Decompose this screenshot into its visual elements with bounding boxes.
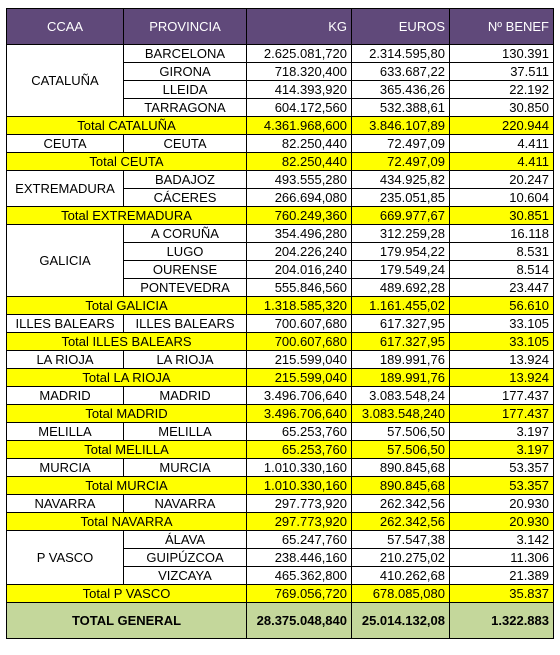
- kg-cell: 204.226,240: [247, 243, 352, 261]
- kg-cell: 204.016,240: [247, 261, 352, 279]
- subtotal-kg: 760.249,360: [247, 207, 352, 225]
- kg-cell: 718.320,400: [247, 63, 352, 81]
- table-row: [7, 387, 554, 405]
- euros-cell: 3.083.548,24: [352, 387, 450, 405]
- provincia-cell: LA RIOJA: [124, 351, 247, 369]
- kg-cell: 354.496,280: [247, 225, 352, 243]
- subtotal-kg: 700.607,680: [247, 333, 352, 351]
- benef-cell: 23.447: [450, 279, 554, 297]
- benef-cell: 11.306: [450, 549, 554, 567]
- grand-total-row: [7, 603, 554, 639]
- provincia-cell: A CORUÑA: [124, 225, 247, 243]
- provincia-cell: GIRONA: [124, 63, 247, 81]
- benef-cell: 8.531: [450, 243, 554, 261]
- subtotal-label: Total MURCIA: [7, 477, 247, 495]
- subtotal-kg: 297.773,920: [247, 513, 352, 531]
- kg-cell: 65.247,760: [247, 531, 352, 549]
- subtotal-euros: 189.991,76: [352, 369, 450, 387]
- subtotal-benef: 53.357: [450, 477, 554, 495]
- euros-cell: 434.925,82: [352, 171, 450, 189]
- provincia-cell: ÁLAVA: [124, 531, 247, 549]
- subtotal-benef: 56.610: [450, 297, 554, 315]
- subtotal-row: [7, 441, 554, 459]
- subtotal-euros: 3.846.107,89: [352, 117, 450, 135]
- kg-cell: 555.846,560: [247, 279, 352, 297]
- ccaa-cell: EXTREMADURA: [7, 171, 124, 207]
- kg-cell: 414.393,920: [247, 81, 352, 99]
- subtotal-label: Total LA RIOJA: [7, 369, 247, 387]
- table-row: [7, 225, 554, 243]
- provincia-cell: VIZCAYA: [124, 567, 247, 585]
- header-kg: KG: [247, 9, 352, 45]
- subtotal-kg: 4.361.968,600: [247, 117, 352, 135]
- ccaa-cell: GALICIA: [7, 225, 124, 297]
- subtotal-euros: 72.497,09: [352, 153, 450, 171]
- benef-cell: 37.511: [450, 63, 554, 81]
- provincia-cell: LLEIDA: [124, 81, 247, 99]
- provincia-cell: BADAJOZ: [124, 171, 247, 189]
- subtotal-benef: 4.411: [450, 153, 554, 171]
- provincia-cell: MURCIA: [124, 459, 247, 477]
- subtotal-euros: 890.845,68: [352, 477, 450, 495]
- provincia-cell: MELILLA: [124, 423, 247, 441]
- ccaa-cell: LA RIOJA: [7, 351, 124, 369]
- provincia-cell: LUGO: [124, 243, 247, 261]
- provincia-cell: CEUTA: [124, 135, 247, 153]
- provincia-cell: BARCELONA: [124, 45, 247, 63]
- subtotal-benef: 33.105: [450, 333, 554, 351]
- header-provincia: PROVINCIA: [124, 9, 247, 45]
- subtotal-label: Total EXTREMADURA: [7, 207, 247, 225]
- subtotal-row: [7, 117, 554, 135]
- euros-cell: 179.549,24: [352, 261, 450, 279]
- kg-cell: 493.555,280: [247, 171, 352, 189]
- subtotal-benef: 13.924: [450, 369, 554, 387]
- benef-cell: 3.197: [450, 423, 554, 441]
- euros-cell: 235.051,85: [352, 189, 450, 207]
- grand-total-euros: 25.014.132,08: [352, 603, 450, 639]
- header-euros: EUROS: [352, 9, 450, 45]
- subtotal-label: Total NAVARRA: [7, 513, 247, 531]
- benef-cell: 30.850: [450, 99, 554, 117]
- subtotal-kg: 82.250,440: [247, 153, 352, 171]
- provincia-cell: PONTEVEDRA: [124, 279, 247, 297]
- subtotal-euros: 262.342,56: [352, 513, 450, 531]
- benef-cell: 130.391: [450, 45, 554, 63]
- kg-cell: 465.362,800: [247, 567, 352, 585]
- subtotal-row: [7, 585, 554, 603]
- table-row: [7, 351, 554, 369]
- ccaa-cell: ILLES BALEARS: [7, 315, 124, 333]
- euros-cell: 2.314.595,80: [352, 45, 450, 63]
- table-body: [7, 45, 554, 639]
- euros-cell: 312.259,28: [352, 225, 450, 243]
- data-table: [6, 8, 554, 639]
- benef-cell: 20.930: [450, 495, 554, 513]
- subtotal-row: [7, 333, 554, 351]
- kg-cell: 65.253,760: [247, 423, 352, 441]
- grand-total-kg: 28.375.048,840: [247, 603, 352, 639]
- provincia-cell: ILLES BALEARS: [124, 315, 247, 333]
- benef-cell: 33.105: [450, 315, 554, 333]
- subtotal-row: [7, 477, 554, 495]
- euros-cell: 489.692,28: [352, 279, 450, 297]
- table-row: [7, 531, 554, 549]
- kg-cell: 82.250,440: [247, 135, 352, 153]
- euros-cell: 57.547,38: [352, 531, 450, 549]
- euros-cell: 890.845,68: [352, 459, 450, 477]
- euros-cell: 179.954,22: [352, 243, 450, 261]
- subtotal-euros: 678.085,080: [352, 585, 450, 603]
- benef-cell: 53.357: [450, 459, 554, 477]
- subtotal-euros: 617.327,95: [352, 333, 450, 351]
- subtotal-kg: 1.318.585,320: [247, 297, 352, 315]
- subtotal-kg: 3.496.706,640: [247, 405, 352, 423]
- subtotal-euros: 57.506,50: [352, 441, 450, 459]
- ccaa-cell: MADRID: [7, 387, 124, 405]
- kg-cell: 3.496.706,640: [247, 387, 352, 405]
- table-row: [7, 135, 554, 153]
- subtotal-row: [7, 513, 554, 531]
- subtotal-label: Total MADRID: [7, 405, 247, 423]
- subtotal-kg: 65.253,760: [247, 441, 352, 459]
- ccaa-cell: MELILLA: [7, 423, 124, 441]
- benef-cell: 13.924: [450, 351, 554, 369]
- ccaa-cell: CEUTA: [7, 135, 124, 153]
- benef-cell: 20.247: [450, 171, 554, 189]
- subtotal-row: [7, 297, 554, 315]
- kg-cell: 604.172,560: [247, 99, 352, 117]
- table-row: [7, 459, 554, 477]
- ccaa-cell: CATALUÑA: [7, 45, 124, 117]
- subtotal-kg: 769.056,720: [247, 585, 352, 603]
- benef-cell: 10.604: [450, 189, 554, 207]
- benef-cell: 16.118: [450, 225, 554, 243]
- benef-cell: 8.514: [450, 261, 554, 279]
- benef-cell: 3.142: [450, 531, 554, 549]
- subtotal-euros: 3.083.548,240: [352, 405, 450, 423]
- kg-cell: 1.010.330,160: [247, 459, 352, 477]
- subtotal-label: Total GALICIA: [7, 297, 247, 315]
- subtotal-benef: 3.197: [450, 441, 554, 459]
- table-row: [7, 315, 554, 333]
- subtotal-row: [7, 207, 554, 225]
- benef-cell: 4.411: [450, 135, 554, 153]
- subtotal-euros: 1.161.455,02: [352, 297, 450, 315]
- euros-cell: 633.687,22: [352, 63, 450, 81]
- euros-cell: 262.342,56: [352, 495, 450, 513]
- subtotal-label: Total CATALUÑA: [7, 117, 247, 135]
- subtotal-kg: 215.599,040: [247, 369, 352, 387]
- euros-cell: 617.327,95: [352, 315, 450, 333]
- subtotal-label: Total ILLES BALEARS: [7, 333, 247, 351]
- subtotal-benef: 20.930: [450, 513, 554, 531]
- table-row: [7, 171, 554, 189]
- subtotal-benef: 35.837: [450, 585, 554, 603]
- subtotal-kg: 1.010.330,160: [247, 477, 352, 495]
- subtotal-euros: 669.977,67: [352, 207, 450, 225]
- provincia-cell: TARRAGONA: [124, 99, 247, 117]
- table-row: [7, 495, 554, 513]
- benef-cell: 21.389: [450, 567, 554, 585]
- kg-cell: 297.773,920: [247, 495, 352, 513]
- euros-cell: 365.436,26: [352, 81, 450, 99]
- kg-cell: 266.694,080: [247, 189, 352, 207]
- ccaa-cell: NAVARRA: [7, 495, 124, 513]
- header-row: [7, 9, 554, 45]
- subtotal-row: [7, 405, 554, 423]
- header-benef: Nº BENEF: [450, 9, 554, 45]
- provincia-cell: CÁCERES: [124, 189, 247, 207]
- subtotal-label: Total P VASCO: [7, 585, 247, 603]
- grand-total-label: TOTAL GENERAL: [7, 603, 247, 639]
- subtotal-row: [7, 153, 554, 171]
- subtotal-label: Total MELILLA: [7, 441, 247, 459]
- provincia-cell: NAVARRA: [124, 495, 247, 513]
- subtotal-benef: 177.437: [450, 405, 554, 423]
- provincia-cell: MADRID: [124, 387, 247, 405]
- subtotal-benef: 30.851: [450, 207, 554, 225]
- table-row: [7, 45, 554, 63]
- euros-cell: 72.497,09: [352, 135, 450, 153]
- header-ccaa: CCAA: [7, 9, 124, 45]
- kg-cell: 700.607,680: [247, 315, 352, 333]
- data-table-container: [6, 8, 554, 639]
- benef-cell: 177.437: [450, 387, 554, 405]
- kg-cell: 215.599,040: [247, 351, 352, 369]
- euros-cell: 532.388,61: [352, 99, 450, 117]
- provincia-cell: OURENSE: [124, 261, 247, 279]
- kg-cell: 238.446,160: [247, 549, 352, 567]
- table-row: [7, 423, 554, 441]
- ccaa-cell: P VASCO: [7, 531, 124, 585]
- benef-cell: 22.192: [450, 81, 554, 99]
- provincia-cell: GUIPÚZCOA: [124, 549, 247, 567]
- euros-cell: 57.506,50: [352, 423, 450, 441]
- grand-total-benef: 1.322.883: [450, 603, 554, 639]
- euros-cell: 189.991,76: [352, 351, 450, 369]
- subtotal-row: [7, 369, 554, 387]
- euros-cell: 410.262,68: [352, 567, 450, 585]
- subtotal-benef: 220.944: [450, 117, 554, 135]
- ccaa-cell: MURCIA: [7, 459, 124, 477]
- euros-cell: 210.275,02: [352, 549, 450, 567]
- kg-cell: 2.625.081,720: [247, 45, 352, 63]
- subtotal-label: Total CEUTA: [7, 153, 247, 171]
